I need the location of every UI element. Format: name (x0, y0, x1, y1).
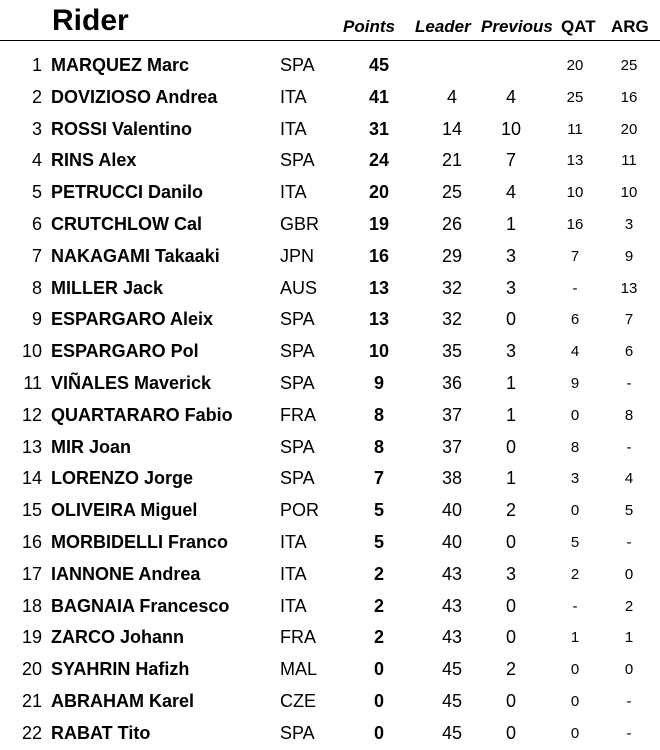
rider-position: 18 (21, 595, 42, 616)
rider-name: DOVIZIOSO Andrea (51, 86, 218, 107)
gap-to-leader: 25 (441, 182, 463, 203)
qat-points: 2 (570, 565, 580, 583)
qat-points: 5 (570, 533, 580, 551)
gap-to-previous: 1 (505, 213, 516, 234)
rider-name: NAKAGAMI Takaaki (51, 245, 220, 266)
table-row (0, 50, 660, 82)
gap-to-previous: 0 (505, 531, 516, 552)
gap-to-previous: 7 (505, 150, 516, 171)
rider-points: 41 (368, 86, 390, 107)
qat-points: 0 (570, 406, 580, 424)
table-row (0, 686, 660, 718)
qat-points: 25 (566, 88, 584, 106)
gap-to-previous: 3 (505, 277, 516, 298)
gap-to-previous: 0 (505, 309, 516, 330)
rider-nation: SPA (280, 722, 315, 743)
rider-nation: ITA (280, 118, 307, 139)
rider-points: 0 (373, 690, 384, 711)
table-row (0, 591, 660, 623)
qat-points: 8 (570, 438, 580, 456)
qat-points: 1 (570, 629, 580, 647)
rider-points: 5 (373, 531, 384, 552)
qat-points: 10 (566, 184, 584, 202)
rider-position: 3 (31, 118, 42, 139)
rider-points: 0 (373, 722, 384, 743)
rider-name: OLIVEIRA Miguel (51, 500, 198, 521)
rider-position: 13 (21, 436, 42, 457)
rider-nation: SPA (280, 436, 315, 457)
gap-to-previous: 4 (505, 86, 516, 107)
table-row (0, 432, 660, 464)
gap-to-previous: 2 (505, 500, 516, 521)
rider-nation: ITA (280, 86, 307, 107)
arg-points: - (626, 533, 632, 551)
gap-to-leader: 45 (441, 690, 463, 711)
gap-to-leader: 32 (441, 309, 463, 330)
table-row (0, 209, 660, 241)
gap-to-previous: 10 (500, 118, 522, 139)
rider-points: 13 (368, 277, 390, 298)
rider-points: 45 (368, 55, 390, 75)
qat-points: 0 (570, 661, 580, 679)
qat-points: 0 (570, 724, 580, 742)
gap-to-leader: 26 (441, 213, 463, 234)
rider-position: 2 (31, 86, 42, 107)
gap-to-leader: 37 (441, 436, 463, 457)
rider-name: MILLER Jack (51, 277, 164, 298)
arg-points: 11 (621, 152, 637, 170)
arg-points: 13 (620, 279, 638, 297)
header-arg: ARG (611, 17, 649, 36)
rider-points: 19 (368, 213, 390, 234)
qat-points: 6 (570, 311, 580, 329)
rider-name: MORBIDELLI Franco (51, 531, 229, 552)
rider-nation: ITA (280, 595, 307, 616)
rider-name: ESPARGARO Aleix (51, 309, 214, 330)
rider-nation: GBR (280, 213, 320, 234)
table-row (0, 82, 660, 114)
rider-name: ZARCO Johann (51, 627, 184, 648)
rider-position: 11 (23, 372, 42, 393)
qat-points: 4 (570, 343, 580, 361)
arg-points: 8 (624, 406, 634, 424)
rider-name: VIÑALES Maverick (51, 372, 212, 393)
gap-to-leader: 37 (441, 404, 463, 425)
rider-name: CRUTCHLOW Cal (51, 213, 202, 234)
rider-points: 31 (368, 118, 390, 139)
rider-position: 15 (21, 500, 42, 521)
arg-points: - (626, 374, 632, 392)
gap-to-leader: 43 (441, 563, 463, 584)
arg-points: 6 (624, 343, 634, 361)
rider-position: 22 (21, 722, 42, 743)
rider-position: 21 (21, 690, 42, 711)
rider-position: 17 (21, 563, 42, 584)
rider-position: 10 (21, 341, 42, 362)
gap-to-previous: 1 (505, 468, 516, 489)
rider-position: 6 (31, 213, 42, 234)
rider-points: 20 (368, 182, 390, 203)
table-row (0, 336, 660, 368)
rider-nation: FRA (280, 627, 316, 648)
rider-position: 14 (21, 468, 42, 489)
rider-nation: CZE (280, 690, 316, 711)
arg-points: 0 (624, 565, 634, 583)
table-row (0, 718, 660, 750)
header-rider: Rider (52, 4, 129, 37)
arg-points: 20 (620, 120, 638, 138)
gap-to-previous: 0 (505, 627, 516, 648)
gap-to-previous: 3 (505, 245, 516, 266)
qat-points: 0 (570, 502, 580, 520)
rider-points: 2 (373, 627, 384, 648)
rider-points: 7 (373, 468, 384, 489)
rider-points: 9 (373, 372, 384, 393)
rider-name: BAGNAIA Francesco (51, 595, 230, 616)
rider-nation: FRA (280, 404, 316, 425)
arg-points: - (626, 692, 632, 710)
table-row (0, 368, 660, 400)
table-header (0, 0, 660, 41)
rider-position: 20 (21, 659, 42, 680)
rider-name: MARQUEZ Marc (51, 55, 190, 75)
gap-to-leader: 36 (441, 372, 463, 393)
rider-name: RINS Alex (51, 150, 137, 171)
header-leader: Leader (415, 17, 471, 36)
rider-name: ABRAHAM Karel (51, 690, 195, 711)
header-points: Points (343, 17, 395, 36)
table-row (0, 463, 660, 495)
rider-nation: JPN (280, 245, 315, 266)
table-row (0, 304, 660, 336)
rider-position: 12 (21, 404, 42, 425)
rider-nation: SPA (280, 150, 315, 171)
qat-points: 0 (570, 692, 580, 710)
arg-points: 3 (624, 215, 634, 233)
qat-points: 16 (566, 215, 584, 233)
table-row (0, 241, 660, 273)
table-row (0, 654, 660, 686)
rider-name: RABAT Tito (51, 722, 151, 743)
arg-points: 7 (624, 311, 634, 329)
rider-nation: ITA (280, 531, 307, 552)
gap-to-leader: 21 (441, 150, 463, 171)
gap-to-leader: 43 (441, 595, 463, 616)
header-previous: Previous (481, 17, 553, 36)
rider-nation: POR (280, 500, 320, 521)
table-row (0, 527, 660, 559)
arg-points: 5 (624, 502, 634, 520)
gap-to-leader: 43 (441, 627, 463, 648)
gap-to-previous: 0 (505, 690, 516, 711)
gap-to-leader: 45 (441, 659, 463, 680)
rider-points: 13 (368, 309, 390, 330)
gap-to-previous: 3 (505, 341, 516, 362)
gap-to-leader: 14 (441, 118, 463, 139)
arg-points: 25 (620, 57, 638, 74)
gap-to-leader: 32 (441, 277, 463, 298)
rider-nation: SPA (280, 468, 315, 489)
rider-name: ESPARGARO Pol (51, 341, 199, 362)
arg-points: 16 (620, 88, 638, 106)
rider-name: LORENZO Jorge (51, 468, 194, 489)
rider-position: 19 (21, 627, 42, 648)
qat-points: 9 (570, 374, 580, 392)
qat-points: 11 (567, 120, 583, 138)
arg-points: 10 (620, 184, 638, 202)
table-row (0, 622, 660, 654)
rider-points: 2 (373, 563, 384, 584)
rider-position: 4 (31, 150, 42, 171)
gap-to-leader: 45 (441, 722, 463, 743)
rider-points: 8 (373, 404, 384, 425)
table-row (0, 145, 660, 177)
header-qat: QAT (561, 17, 596, 36)
rider-name: SYAHRIN Hafizh (51, 659, 190, 680)
rider-name: ROSSI Valentino (51, 118, 193, 139)
arg-points: - (626, 724, 632, 742)
gap-to-previous: 2 (505, 659, 516, 680)
arg-points: 9 (624, 247, 634, 265)
gap-to-previous: 0 (505, 595, 516, 616)
table-row (0, 495, 660, 527)
rider-points: 0 (373, 659, 384, 680)
rider-position: 5 (31, 182, 42, 203)
gap-to-previous: 0 (505, 722, 516, 743)
rider-nation: SPA (280, 55, 315, 75)
rider-position: 9 (31, 309, 42, 330)
gap-to-leader: 40 (441, 531, 463, 552)
rider-points: 8 (373, 436, 384, 457)
qat-points: 3 (570, 470, 580, 488)
arg-points: 1 (624, 629, 634, 647)
rider-nation: MAL (280, 659, 318, 680)
gap-to-previous: 0 (505, 436, 516, 457)
rider-nation: AUS (280, 277, 318, 298)
qat-points: - (572, 597, 578, 615)
gap-to-previous: 4 (505, 182, 516, 203)
gap-to-previous: 1 (505, 404, 516, 425)
gap-to-leader: 29 (441, 245, 463, 266)
rider-position: 1 (31, 55, 42, 75)
rider-points: 10 (368, 341, 390, 362)
rider-position: 16 (21, 531, 42, 552)
table-row (0, 273, 660, 305)
gap-to-leader: 40 (441, 500, 463, 521)
table-row (0, 400, 660, 432)
rider-nation: SPA (280, 341, 315, 362)
rider-points: 16 (368, 245, 390, 266)
arg-points: - (626, 438, 632, 456)
gap-to-previous: 3 (505, 563, 516, 584)
rider-position: 8 (31, 277, 42, 298)
qat-points: - (572, 279, 578, 297)
gap-to-leader: 35 (441, 341, 463, 362)
rider-nation: ITA (280, 563, 307, 584)
rider-name: IANNONE Andrea (51, 563, 201, 584)
qat-points: 13 (566, 152, 584, 170)
table-row (0, 114, 660, 146)
qat-points: 7 (570, 247, 580, 265)
arg-points: 2 (624, 597, 634, 615)
rider-points: 2 (373, 595, 384, 616)
rider-nation: ITA (280, 182, 307, 203)
table-row (0, 177, 660, 209)
gap-to-leader: 4 (446, 86, 457, 107)
arg-points: 0 (624, 661, 634, 679)
gap-to-leader: 38 (441, 468, 463, 489)
table-row (0, 559, 660, 591)
rider-name: QUARTARARO Fabio (51, 404, 233, 425)
qat-points: 20 (566, 57, 584, 74)
rider-position: 7 (31, 245, 42, 266)
rider-nation: SPA (280, 309, 315, 330)
rider-name: MIR Joan (51, 436, 132, 457)
rider-points: 5 (373, 500, 384, 521)
arg-points: 4 (624, 470, 634, 488)
rider-points: 24 (368, 150, 390, 171)
standings-table (0, 50, 660, 750)
gap-to-previous: 1 (505, 372, 516, 393)
rider-nation: SPA (280, 372, 315, 393)
rider-name: PETRUCCI Danilo (51, 182, 204, 203)
